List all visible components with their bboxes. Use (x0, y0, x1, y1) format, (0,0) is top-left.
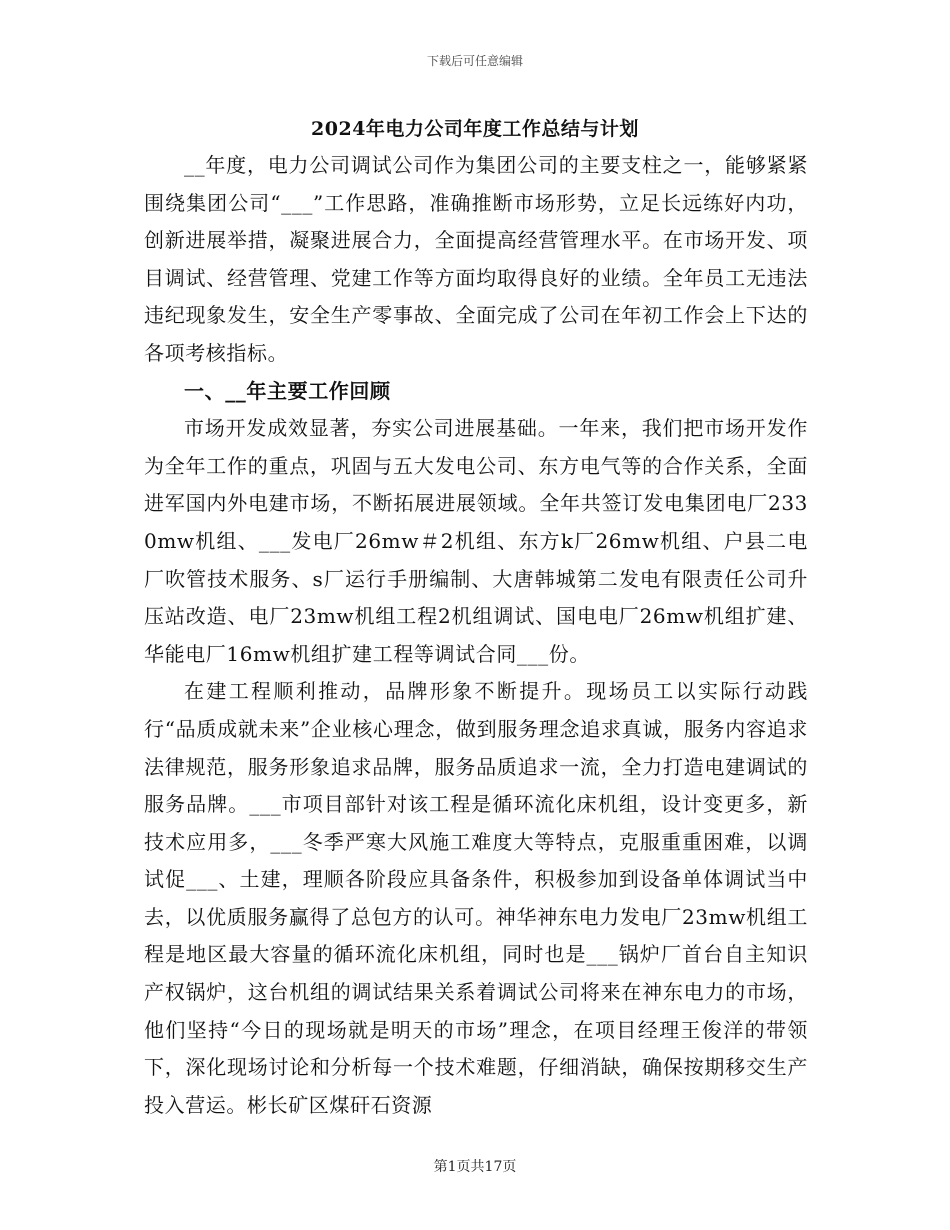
document-title: 2024年电力公司年度工作总结与计划 (311, 118, 639, 140)
page-number-footer: 第1页共17页 (433, 1159, 517, 1175)
header-note: 下载后可任意编辑 (426, 54, 523, 68)
section1-paragraph-market: 市场开发成效显著，夯实公司进展基础。一年来，我们把市场开发作为全年工作的重点，巩固与五大发电公司、东方电气等的合作关系，全面进军国内外电建市场，不断拓展进展领域。全年共签订发电集团电厂2330mw机组、___发电厂26mw＃2机组、东方k厂26mw机组、户县二电厂吹管技术服务、s厂运行手册编制、大唐韩城第二发电有限责任公司升压站改造、电厂23mw机组工程2机组调试、国电电厂26mw机组扩建、华能电厂16mw机组扩建工程等调试合同___份。 (144, 416, 808, 666)
section-heading-1: 一、__年主要工作回顾 (184, 378, 391, 403)
section1-paragraph-projects: 在建工程顺利推动，品牌形象不断提升。现场员工以实际行动践行“品质成就未来”企业核心理念，做到服务理念追求真诚，服务内容追求法律规范，服务形象追求品牌，服务品质追求一流，全力打造电建调试的服务品牌。___市项目部针对该工程是循环流化床机组，设计变更多，新技术应用多，___冬季严寒大风施工难度大等特点，克服重重困难，以调试促___、土建，理顺各阶段应具备条件，积极参加到设备单体调试当中去，以优质服务赢得了总包方的认可。神华神东电力发电厂23mw机组工程是地区最大容量的循环流化床机组，同时也是___锅炉厂首台自主知识产权锅炉，这台机组的调试结果关系着调试公司将来在神东电力的市场，他们坚持“今日的现场就是明天的市场”理念，在项目经理王俊洋的带领下，深化现场讨论和分析每一个技术难题，仔细消缺，确保按期移交生产投入营运。彬长矿区煤矸石资源 (144, 679, 808, 1117)
document-body (144, 147, 808, 1124)
intro-paragraph: __年度，电力公司调试公司作为集团公司的主要支柱之一，能够紧紧围绕集团公司“___”工作思路，准确推断市场形势，立足长远练好内功，创新进展举措，凝聚进展合力，全面提高经营管理水平。在市场开发、项目调试、经营管理、党建工作等方面均取得良好的业绩。全年员工无违法违纪现象发生，安全生产零事故、全面完成了公司在年初工作会上下达的各项考核指标。 (144, 153, 808, 365)
